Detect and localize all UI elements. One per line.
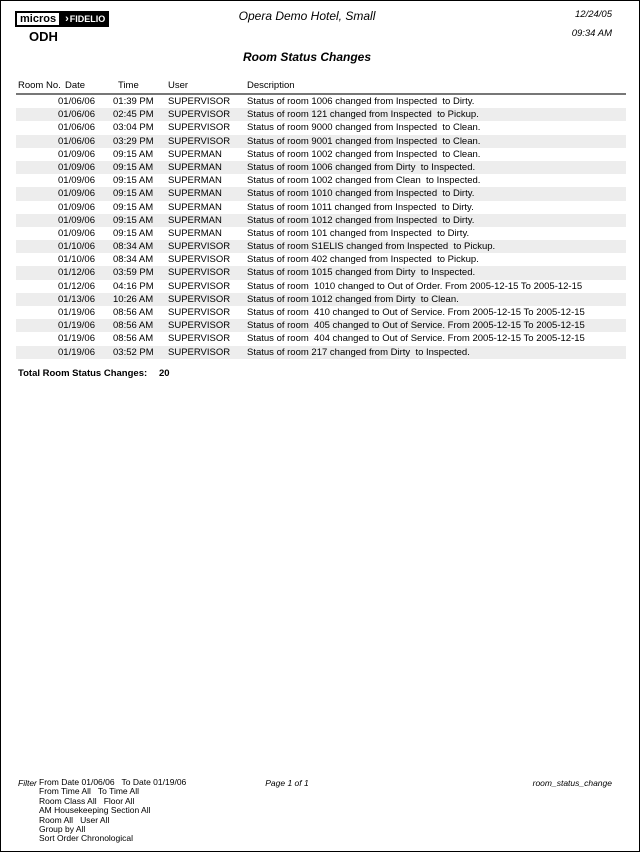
- table-row: [16, 293, 626, 306]
- print-time: 09:34 AM: [571, 28, 612, 39]
- chevron-right-icon: ›: [65, 13, 69, 25]
- cell-user: SUPERVISOR: [168, 267, 231, 279]
- cell-description: Status of room 402 changed from Inspected to Pickup.: [247, 254, 479, 266]
- cell-user: SUPERVISOR: [168, 280, 231, 292]
- cell-time: 09:15 AM: [113, 175, 154, 187]
- table-row: [16, 148, 626, 161]
- cell-time: 02:45 PM: [113, 109, 154, 121]
- cell-description: Status of room 121 changed from Inspected to Pickup.: [247, 109, 479, 121]
- cell-date: 01/10/06: [58, 254, 95, 266]
- report-file-name: room_status_change: [532, 778, 612, 788]
- print-date: 12/24/05: [575, 9, 612, 20]
- cell-time: 09:15 AM: [113, 214, 154, 226]
- filter-line: AM Housekeeping Section All: [39, 805, 151, 816]
- cell-date: 01/09/06: [58, 214, 95, 226]
- cell-time: 08:56 AM: [113, 307, 154, 318]
- cell-room-no: [16, 280, 58, 293]
- cell-room-no: [16, 187, 58, 200]
- cell-date: 01/09/06: [58, 227, 95, 239]
- cell-description: Status of room 1012 changed from Inspected to Dirty.: [247, 214, 475, 226]
- table-row: [16, 121, 626, 134]
- page-number: Page 1 of 1: [265, 778, 309, 788]
- cell-description: Status of room 404 changed to Out of Service. From 2005-12-15 To 2005-12-15: [247, 333, 585, 345]
- cell-user: SUPERVISOR: [168, 346, 231, 358]
- cell-user: SUPERMAN: [168, 227, 222, 239]
- table-row: [16, 187, 626, 200]
- filter-line: Room All User All: [39, 814, 110, 825]
- cell-user: SUPERMAN: [168, 201, 222, 213]
- cell-description: Status of room 1002 changed from Clean to Inspected.: [247, 175, 481, 187]
- cell-room-no: [16, 108, 58, 121]
- total-changes-label: Total Room Status Changes:: [18, 368, 148, 379]
- cell-user: SUPERVISOR: [168, 293, 231, 305]
- cell-time: 09:15 AM: [113, 148, 154, 160]
- cell-description: Status of room 1015 changed from Dirty to Inspected.: [247, 267, 476, 279]
- total-changes-value: 20: [159, 368, 170, 379]
- cell-time: 03:59 PM: [113, 267, 154, 279]
- cell-user: SUPERMAN: [168, 161, 222, 173]
- cell-description: Status of room 9001 changed from Inspected to Clean.: [247, 135, 481, 147]
- table-row: [16, 214, 626, 227]
- cell-date: 01/19/06: [58, 307, 95, 318]
- table-row: [16, 306, 626, 319]
- table-row: [16, 346, 626, 359]
- column-header-description: Description: [247, 80, 295, 91]
- table-row: [16, 319, 626, 332]
- table-row: [16, 332, 626, 345]
- cell-time: 08:34 AM: [113, 254, 154, 266]
- cell-description: Status of room 217 changed from Dirty to Inspected.: [247, 346, 470, 358]
- filter-line: Group by All: [39, 824, 86, 835]
- cell-room-no: [16, 306, 58, 319]
- fidelio-logo-text: FIDELIO: [69, 14, 106, 24]
- cell-time: 10:26 AM: [113, 293, 154, 305]
- cell-time: 09:15 AM: [113, 188, 154, 200]
- column-header-user: User: [168, 80, 189, 91]
- cell-room-no: [16, 95, 58, 108]
- cell-description: Status of room S1ELIS changed from Inspected to Pickup.: [247, 241, 496, 253]
- cell-date: 01/06/06: [58, 109, 95, 121]
- cell-user: SUPERMAN: [168, 188, 222, 200]
- column-header-time: Time: [118, 80, 139, 91]
- cell-user: SUPERVISOR: [168, 96, 231, 107]
- cell-date: 01/09/06: [58, 161, 95, 173]
- table-row: [16, 108, 626, 121]
- room-status-table: [16, 79, 626, 359]
- cell-description: Status of room 1010 changed to Out of Order. From 2005-12-15 To 2005-12-15: [247, 280, 583, 292]
- cell-description: Status of room 9000 changed from Inspected to Clean.: [247, 122, 481, 134]
- table-header-row: [16, 79, 626, 95]
- cell-time: 08:56 AM: [113, 320, 154, 332]
- cell-time: 01:39 PM: [113, 96, 154, 107]
- cell-room-no: [16, 346, 58, 359]
- table-row: [16, 240, 626, 253]
- micros-logo-text: micros: [15, 11, 61, 27]
- cell-time: 09:15 AM: [113, 201, 154, 213]
- table-row: [16, 135, 626, 148]
- cell-date: 01/06/06: [58, 122, 95, 134]
- cell-room-no: [16, 319, 58, 332]
- table-row: [16, 227, 626, 240]
- table-row: [16, 266, 626, 279]
- filter-line: Sort Order Chronological: [39, 833, 134, 844]
- cell-room-no: [16, 253, 58, 266]
- cell-description: Status of room 101 changed from Inspected to Dirty.: [247, 227, 470, 239]
- filter-line: Room Class All Floor All: [39, 795, 135, 806]
- cell-date: 01/09/06: [58, 188, 95, 200]
- column-header-room-no: Room No.: [18, 80, 61, 91]
- hotel-name: Opera Demo Hotel, Small: [238, 9, 376, 23]
- cell-date: 01/09/06: [58, 201, 95, 213]
- cell-room-no: [16, 174, 58, 187]
- cell-room-no: [16, 214, 58, 227]
- cell-time: 03:52 PM: [113, 346, 154, 358]
- cell-room-no: [16, 135, 58, 148]
- table-row: [16, 253, 626, 266]
- cell-date: 01/09/06: [58, 148, 95, 160]
- cell-room-no: [16, 161, 58, 174]
- cell-description: Status of room 410 changed to Out of Service. From 2005-12-15 To 2005-12-15: [247, 307, 585, 318]
- cell-date: 01/19/06: [58, 333, 95, 345]
- table-body: [16, 95, 626, 359]
- cell-room-no: [16, 227, 58, 240]
- cell-description: Status of room 1010 changed from Inspected to Dirty.: [247, 188, 475, 200]
- cell-description: Status of room 1012 changed from Dirty to Clean.: [247, 293, 459, 305]
- cell-user: SUPERVISOR: [168, 254, 231, 266]
- cell-user: SUPERMAN: [168, 175, 222, 187]
- cell-user: SUPERVISOR: [168, 333, 231, 345]
- cell-time: 03:04 PM: [113, 122, 154, 134]
- cell-user: SUPERVISOR: [168, 241, 231, 253]
- cell-user: SUPERVISOR: [168, 109, 231, 121]
- cell-room-no: [16, 201, 58, 214]
- table-row: [16, 95, 626, 108]
- cell-room-no: [16, 293, 58, 306]
- cell-date: 01/19/06: [58, 346, 95, 358]
- cell-time: 03:29 PM: [113, 135, 154, 147]
- cell-room-no: [16, 266, 58, 279]
- cell-date: 01/19/06: [58, 320, 95, 332]
- cell-date: 01/13/06: [58, 293, 95, 305]
- cell-user: SUPERVISOR: [168, 320, 231, 332]
- cell-time: 09:15 AM: [113, 227, 154, 239]
- cell-description: Status of room 1006 changed from Inspected to Dirty.: [247, 96, 475, 107]
- cell-user: SUPERMAN: [168, 214, 222, 226]
- cell-user: SUPERMAN: [168, 148, 222, 160]
- table-row: [16, 280, 626, 293]
- cell-time: 09:15 AM: [113, 161, 154, 173]
- cell-room-no: [16, 148, 58, 161]
- cell-user: SUPERVISOR: [168, 307, 231, 318]
- cell-time: 08:56 AM: [113, 333, 154, 345]
- filter-criteria-block: [39, 778, 186, 844]
- cell-room-no: [16, 332, 58, 345]
- cell-date: 01/12/06: [58, 280, 95, 292]
- cell-description: Status of room 1011 changed from Inspected to Dirty.: [247, 201, 474, 213]
- cell-time: 04:16 PM: [113, 280, 154, 292]
- cell-date: 01/10/06: [58, 241, 95, 253]
- cell-user: SUPERVISOR: [168, 135, 231, 147]
- cell-time: 08:34 AM: [113, 241, 154, 253]
- cell-date: 01/06/06: [58, 96, 95, 107]
- property-code: ODH: [29, 29, 58, 44]
- cell-room-no: [16, 121, 58, 134]
- table-row: [16, 161, 626, 174]
- cell-date: 01/06/06: [58, 135, 95, 147]
- filter-line: From Date 01/06/06 To Date 01/19/06: [39, 777, 187, 787]
- cell-description: Status of room 1006 changed from Dirty to Inspected.: [247, 161, 476, 173]
- table-row: [16, 201, 626, 214]
- report-title: Room Status Changes: [242, 50, 371, 64]
- cell-description: Status of room 1002 changed from Inspected to Clean.: [247, 148, 481, 160]
- cell-description: Status of room 405 changed to Out of Service. From 2005-12-15 To 2005-12-15: [247, 320, 585, 332]
- cell-room-no: [16, 240, 58, 253]
- column-header-date: Date: [65, 80, 86, 91]
- cell-date: 01/09/06: [58, 175, 95, 187]
- table-row: [16, 174, 626, 187]
- cell-user: SUPERVISOR: [168, 122, 231, 134]
- filter-line: From Time All To Time All: [39, 786, 139, 797]
- filter-label: Filter: [18, 778, 37, 788]
- cell-date: 01/12/06: [58, 267, 95, 279]
